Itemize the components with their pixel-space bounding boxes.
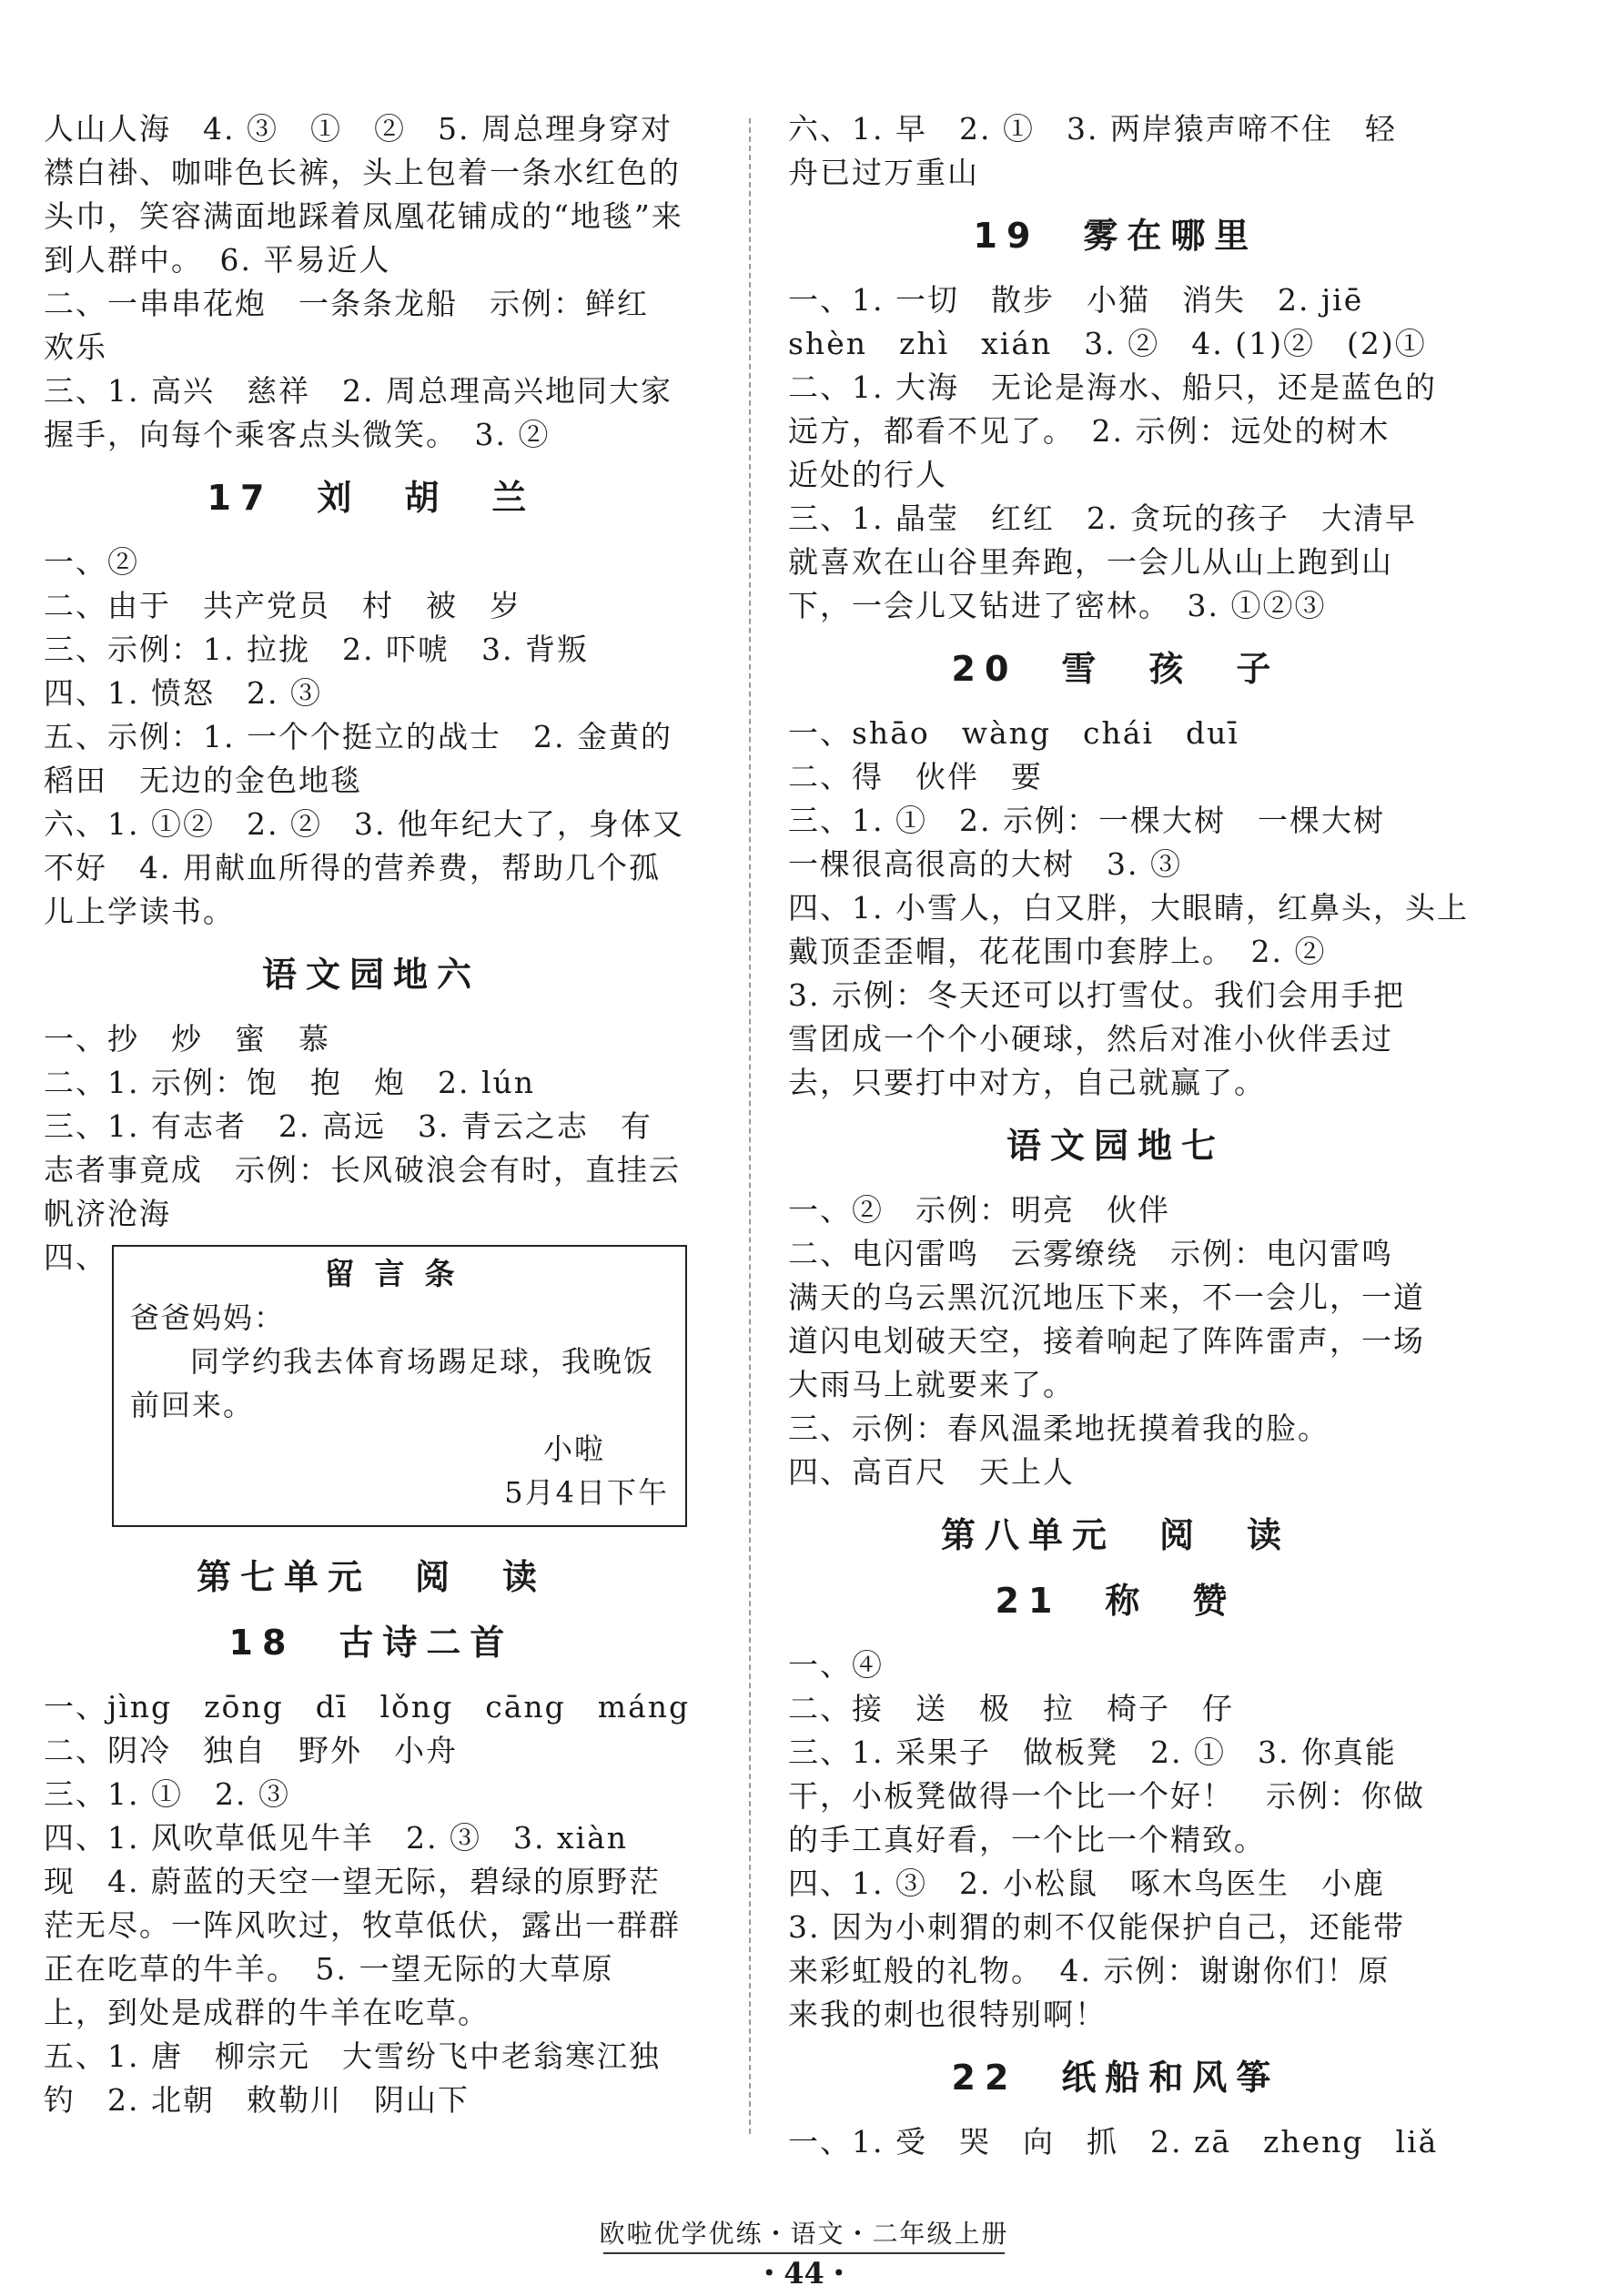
answer-line: 一、jìng zōng dī lǒng cāng máng [44, 1689, 691, 1725]
answer-line: 不好 4. 用献血所得的营养费，帮助几个孤 [44, 850, 661, 885]
right-column [788, 107, 1469, 2164]
lesson-17-answers [44, 541, 699, 934]
lesson-19-heading: 19 雾在哪里 [973, 216, 1259, 256]
lesson-20-heading: 20 雪 孩 子 [951, 649, 1280, 689]
chinese-garden-7-answers [788, 1188, 1443, 1494]
chinese-garden-6-answers [44, 1017, 699, 1236]
note-signature: 小啦 [542, 1431, 605, 1466]
answer-line: 二、接 送 极 拉 椅子 仔 [788, 1691, 1234, 1726]
answer-line: 戴顶歪歪帽，花花围巾套脖上。 2. ② [788, 934, 1327, 969]
book-title: 欧啦优学优练・语文・二年级上册 [599, 2219, 1009, 2249]
right-block-1 [788, 107, 1443, 195]
answer-line: 四、高百尺 天上人 [788, 1454, 1075, 1490]
answer-line: 钓 2. 北朝 敕勒川 阴山下 [44, 2082, 470, 2118]
answer-line: 远方，都看不见了。 2. 示例：远处的树木 [788, 413, 1391, 449]
unit-8-heading: 第八单元 阅 读 [940, 1515, 1290, 1555]
answer-line: 一、② [44, 544, 139, 580]
answer-line: 五、1. 唐 柳宗元 大雪纷飞中老翁寒江独 [44, 2038, 661, 2074]
lesson-19-answers [788, 278, 1443, 628]
lesson-22-heading: 22 纸船和风筝 [951, 2058, 1280, 2098]
answer-line: 满天的乌云黑沉沉地压下来，不一会儿，一道 [788, 1279, 1425, 1315]
answer-line: 四、1. 愤怒 2. ③ [44, 675, 322, 711]
answer-line: 握手，向每个乘客点头微笑。 3. ② [44, 417, 551, 452]
answer-line: 二、电闪雷鸣 云雾缭绕 示例：电闪雷鸣 [788, 1236, 1393, 1271]
answer-line: 去，只要打中对方，自己就赢了。 [788, 1065, 1266, 1100]
answer-line: 正在吃草的牛羊。 5. 一望无际的大草原 [44, 1951, 614, 1987]
lesson-21-heading: 21 称 赞 [995, 1581, 1237, 1621]
left-column [44, 107, 699, 2122]
note-question-label: 四、 [44, 1239, 107, 1275]
answer-line: 来彩虹般的礼物。 4. 示例：谢谢你们！原 [788, 1953, 1391, 1988]
answer-line: 六、1. ①② 2. ② 3. 他年纪大了，身体又 [44, 806, 684, 842]
answer-line: 一、1. 受 哭 向 抓 2. zā zheng liǎ [788, 2124, 1439, 2159]
page-number: ・44・ [754, 2256, 854, 2291]
unit-7-heading: 第七单元 阅 读 [196, 1557, 546, 1597]
answer-line: 下，一会儿又钻进了密林。 3. ①②③ [788, 588, 1327, 623]
answer-line: 上，到处是成群的牛羊在吃草。 [44, 1995, 490, 2030]
answer-line: 干，小板凳做得一个比一个好！ 示例：你做 [788, 1778, 1425, 1814]
answer-line: 大雨马上就要来了。 [788, 1367, 1075, 1402]
answer-line: 四、1. 风吹草低见牛羊 2. ③ 3. xiàn [44, 1820, 629, 1856]
answer-line: 二、阴冷 独自 野外 小舟 [44, 1733, 458, 1768]
lesson-17-heading: 17 刘 胡 兰 [207, 478, 536, 518]
note-body-cont: 前回来。 [130, 1388, 255, 1422]
answer-line: 雪团成一个个小硬球，然后对准小伙伴丢过 [788, 1021, 1393, 1057]
answer-line: 三、示例：1. 拉拢 2. 吓唬 3. 背叛 [44, 632, 589, 667]
answer-line: 现 4. 蔚蓝的天空一望无际，碧绿的原野茫 [44, 1864, 661, 1899]
note-title: 留言条 [324, 1256, 475, 1291]
answer-line: 近处的行人 [788, 457, 947, 492]
answer-line: 一、1. 一切 散步 小猫 消失 2. jiē [788, 282, 1364, 318]
answer-line: 就喜欢在山谷里奔跑，一会儿从山上跑到山 [788, 544, 1393, 580]
answer-line: 三、1. 有志者 2. 高远 3. 青云之志 有 [44, 1108, 652, 1144]
lesson-18-heading: 18 古诗二首 [228, 1623, 514, 1663]
answer-line: 茫无尽。一阵风吹过，牧草低伏，露出一群群 [44, 1907, 681, 1943]
answer-line: shèn zhì xián 3. ② 4. (1)② (2)① [788, 326, 1427, 361]
answer-line: 二、一串串花炮 一条条龙船 示例：鲜红 [44, 286, 649, 321]
answer-line: 头巾，笑容满面地踩着凤凰花铺成的“地毯”来 [44, 198, 683, 234]
answer-line: 三、1. 高兴 慈祥 2. 周总理高兴地同大家 [44, 373, 673, 409]
answer-line: 人山人海 4. ③ ① ② 5. 周总理身穿对 [44, 111, 673, 147]
answer-line: 一、shāo wàng chái duī [788, 715, 1239, 751]
answer-line: 五、示例：1. 一个个挺立的战士 2. 金黄的 [44, 719, 673, 754]
answer-line: 四、1. ③ 2. 小松鼠 啄木鸟医生 小鹿 [788, 1866, 1385, 1901]
note-greeting: 爸爸妈妈： [130, 1300, 286, 1335]
column-divider [749, 118, 751, 2134]
answer-line: 一、抄 炒 蜜 慕 [44, 1021, 330, 1057]
answer-line: 三、1. 采果子 做板凳 2. ① 3. 你真能 [788, 1735, 1397, 1770]
chinese-garden-7-heading: 语文园地七 [1006, 1126, 1225, 1166]
chinese-garden-6-heading: 语文园地六 [261, 955, 480, 995]
answer-line: 3. 示例：冬天还可以打雪仗。我们会用手把 [788, 977, 1405, 1013]
left-block-1 [44, 107, 699, 457]
answer-line: 一棵很高很高的大树 3. ③ [788, 846, 1182, 882]
answer-line: 一、④ [788, 1647, 884, 1683]
answer-line: 到人群中。 6. 平易近人 [44, 242, 391, 278]
footer-rule [603, 2252, 1005, 2254]
answer-line: 志者事竟成 示例：长风破浪会有时，直挂云 [44, 1152, 681, 1188]
answer-line: 3. 因为小刺猬的刺不仅能保护自己，还能带 [788, 1909, 1405, 1945]
answer-line: 三、示例：春风温柔地抚摸着我的脸。 [788, 1411, 1330, 1446]
lesson-20-answers [788, 712, 1469, 1105]
answer-line: 二、得 伙伴 要 [788, 759, 1043, 794]
note-body: 同学约我去体育场踢足球，我晚饭 [190, 1344, 655, 1379]
answer-line: 儿上学读书。 [44, 894, 235, 929]
answer-line: 舟已过万重山 [788, 155, 979, 190]
lesson-22-answers [788, 2120, 1443, 2164]
answer-line: 来我的刺也很特别啊！ [788, 1997, 1107, 2032]
answer-line: 的手工真好看，一个比一个精致。 [788, 1822, 1266, 1857]
answer-line: 一、② 示例：明亮 伙伴 [788, 1192, 1170, 1228]
lesson-21-answers [788, 1644, 1443, 2037]
answer-line: 六、1. 早 2. ① 3. 两岸猿声啼不住 轻 [788, 111, 1397, 147]
answer-line: 二、1. 大海 无论是海水、船只，还是蓝色的 [788, 369, 1437, 405]
answer-line: 三、1. ① 2. ③ [44, 1776, 290, 1812]
answer-line: 稻田 无边的金色地毯 [44, 763, 362, 798]
answer-line: 四、1. 小雪人，白又胖，大眼睛，红鼻头，头上 [788, 890, 1469, 925]
answer-line: 三、1. ① 2. 示例：一棵大树 一棵大树 [788, 803, 1385, 838]
answer-line: 帆济沧海 [44, 1196, 171, 1231]
message-note-box [112, 1245, 687, 1527]
message-note-row [44, 1236, 699, 1536]
lesson-18-answers [44, 1685, 699, 2122]
answer-line: 三、1. 晶莹 红红 2. 贪玩的孩子 大清早 [788, 501, 1417, 536]
answer-line: 襟白褂、咖啡色长裤，头上包着一条水红色的 [44, 155, 681, 190]
answer-line: 二、由于 共产党员 村 被 岁 [44, 588, 521, 623]
answer-line: 道闪电划破天空，接着响起了阵阵雷声，一场 [788, 1323, 1425, 1359]
note-date: 5月4日下午 [504, 1475, 669, 1510]
answer-line: 欢乐 [44, 329, 107, 365]
answer-line: 二、1. 示例：饱 抱 炮 2. lún [44, 1065, 536, 1100]
